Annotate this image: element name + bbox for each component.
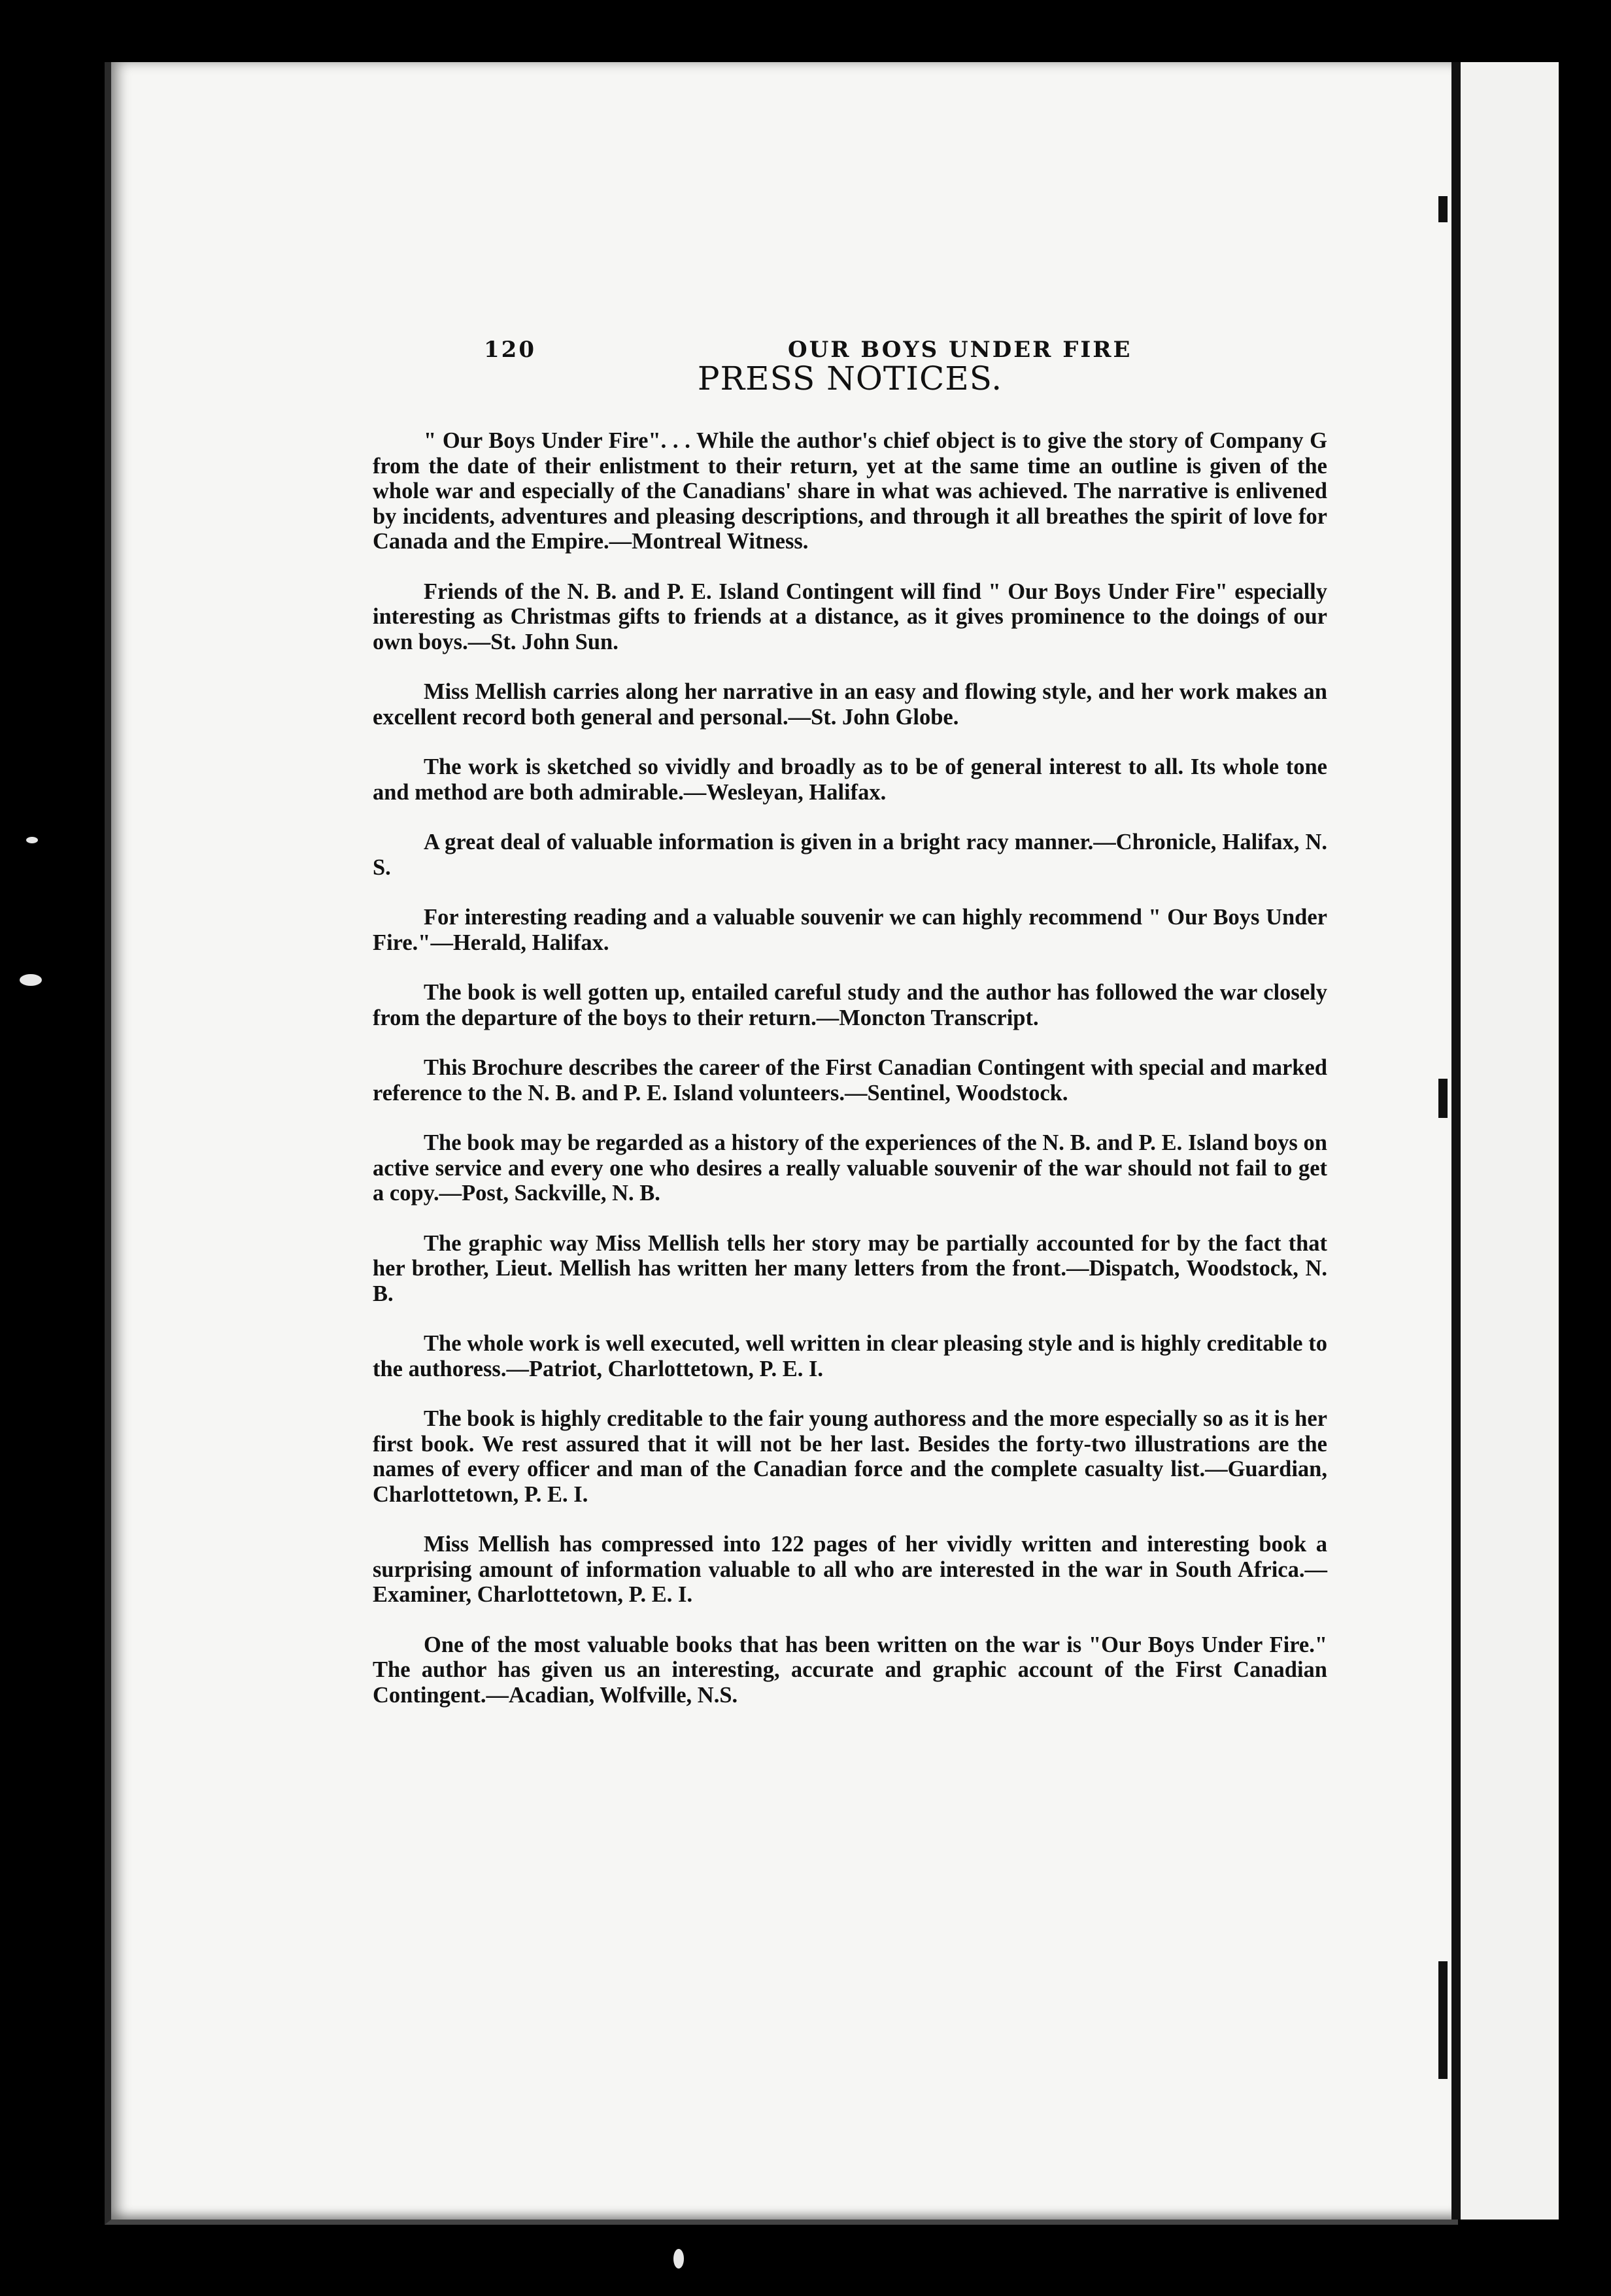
press-notice: The book may be regarded as a history of the experiences of the N. B. and P. E. Island boys on active service and every one who desires a really valuable souvenir of the war should not fail to get a copy.—Post, Sackville, N. B. <box>373 1130 1327 1206</box>
press-notice: Miss Mellish carries along her narrative in an easy and flowing style, and her work makes an excellent record both general and personal.—St. John Globe. <box>373 679 1327 730</box>
spine-shadow <box>1438 1079 1448 1118</box>
press-notice: For interesting reading and a valuable souvenir we can highly recommend " Our Boys Under Fire."—Herald, Halifax. <box>373 905 1327 955</box>
scan-speck <box>26 837 38 843</box>
press-notice: One of the most valuable books that has been written on the war is "Our Boys Under Fire." The author has given us an interesting, accurate and graphic account of the First Canadian Contingent.—Acadian, Wolfville, N.S. <box>373 1632 1327 1708</box>
press-notice: The work is sketched so vividly and broadly as to be of general interest to all. Its whole tone and method are both admirable.—Wesleyan, Halifax. <box>373 754 1327 805</box>
press-notice: A great deal of valuable information is given in a bright racy manner.—Chronicle, Halifax, N. S. <box>373 830 1327 880</box>
spine-shadow <box>1438 196 1448 222</box>
press-notice: The graphic way Miss Mellish tells her story may be partially accounted for by the fact that her brother, Lieut. Mellish has written her many letters from the front.—Dispatch, Woodstock, N. B. <box>373 1230 1327 1306</box>
section-title: PRESS NOTICES. <box>697 360 1003 397</box>
press-notice: Miss Mellish has compressed into 122 pages of her vividly written and interesting book a surprising amount of information valuable to all who are interested in the war in South Africa.—Examiner, Charlottetown, P. E. I. <box>373 1532 1327 1607</box>
press-notice: Friends of the N. B. and P. E. Island Contingent will find " Our Boys Under Fire" especially interesting as Christmas gifts to friends at a distance, as it gives prominence to the doings of our own boys.—St. John Sun. <box>373 579 1327 654</box>
press-notices <box>373 428 1327 1732</box>
press-notice: The book is well gotten up, entailed careful study and the author has followed the war closely from the departure of the boys to their return.—Moncton Transcript. <box>373 980 1327 1030</box>
press-notice: This Brochure describes the career of the First Canadian Contingent with special and marked reference to the N. B. and P. E. Island volunteers.—Sentinel, Woodstock. <box>373 1055 1327 1106</box>
press-notice: The book is highly creditable to the fair young authoress and the more especially so as it is her first book. We rest assured that it will not be her last. Besides the forty-two illustrations are the names of every officer and man of the Canadian force and the complete casualty list.—Guardian, Charlottetown, P. E. I. <box>373 1406 1327 1507</box>
facing-page-edge <box>1451 62 1559 2220</box>
running-title: OUR BOYS UNDER FIRE <box>788 337 1132 363</box>
press-notice: " Our Boys Under Fire". . . While the author's chief object is to give the story of Company G from the date of their enlistment to their return, yet at the same time an outline is given of the whole war and especially of the Canadians' share in what was achieved. The narrative is enlivened by incidents, adventures and pleasing descriptions, and through it all breathes the spirit of love for Canada and the Empire.—Montreal Witness. <box>373 428 1327 554</box>
page-number: 120 <box>484 337 536 363</box>
scan-speck <box>20 974 42 986</box>
scan-speck <box>673 2249 684 2269</box>
spine-shadow <box>1438 1961 1448 2079</box>
press-notice: The whole work is well executed, well written in clear pleasing style and is highly creditable to the authoress.—Patriot, Charlottetown, P. E. I. <box>373 1331 1327 1381</box>
